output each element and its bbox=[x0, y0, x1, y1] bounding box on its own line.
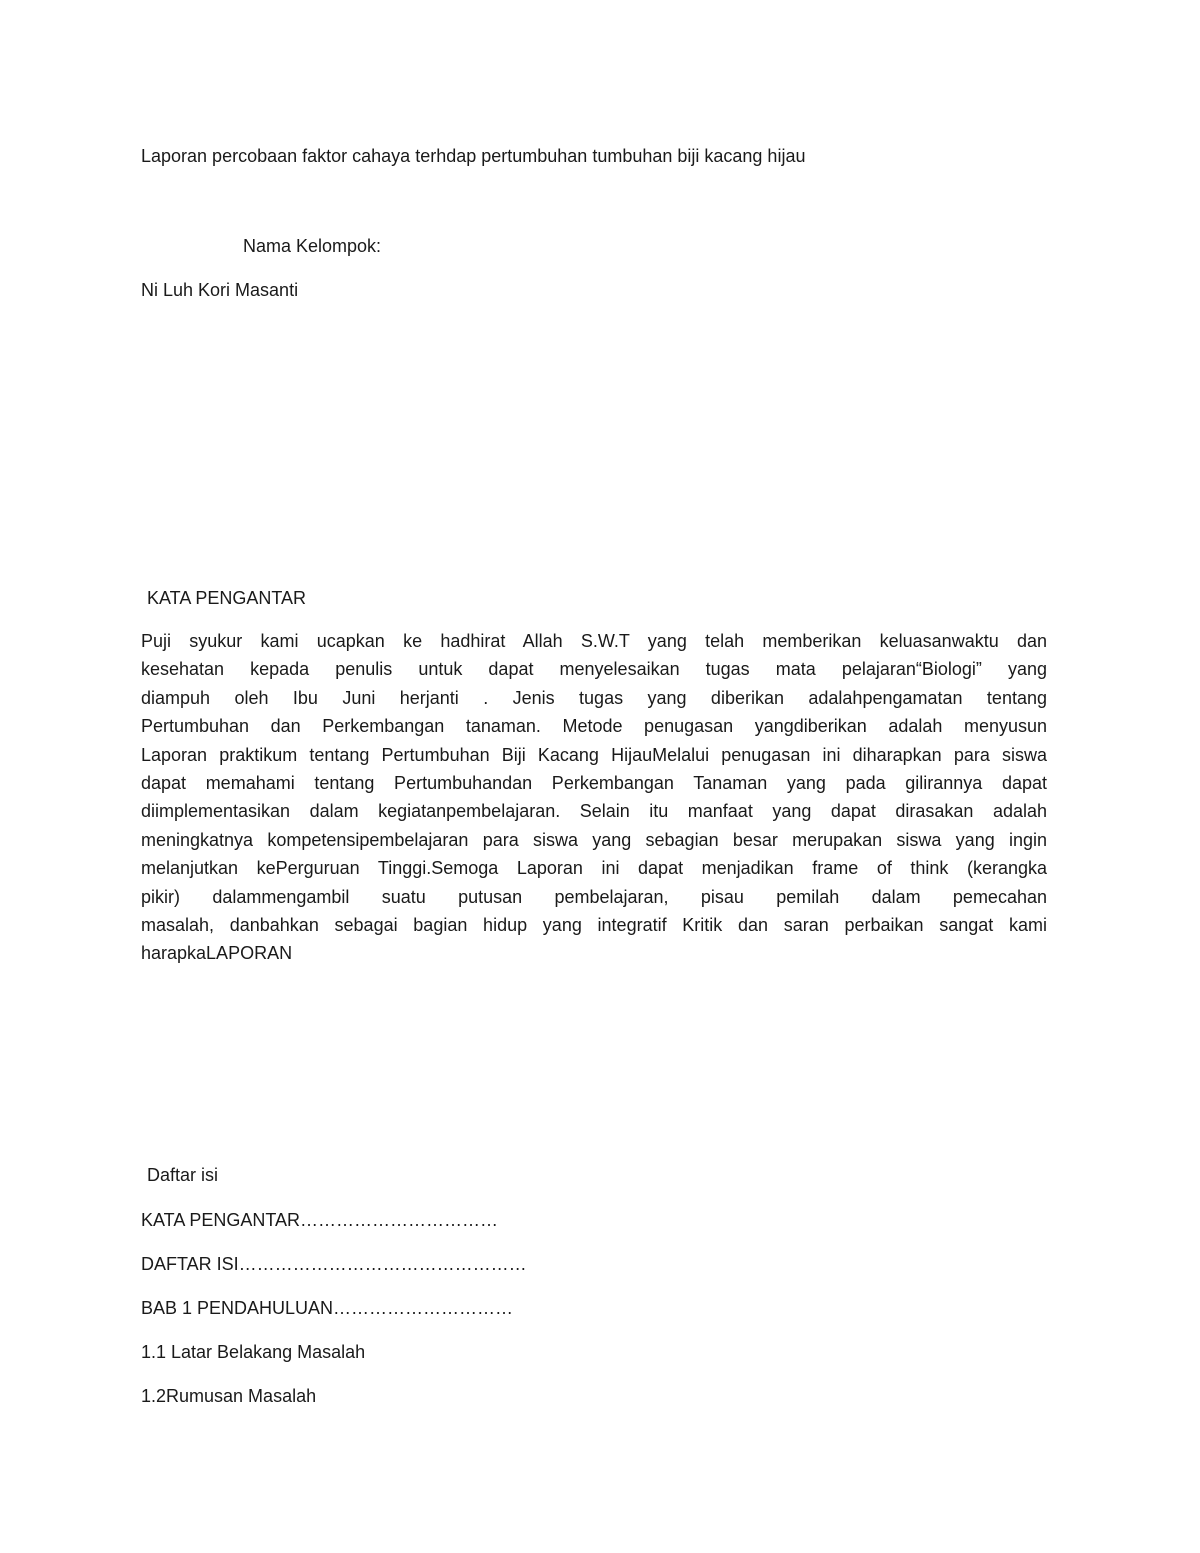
toc-heading: Daftar isi bbox=[147, 1165, 219, 1185]
toc-item-1-1: 1.1 Latar Belakang Masalah bbox=[141, 1342, 366, 1362]
toc-item-1-2: 1.2Rumusan Masalah bbox=[141, 1386, 317, 1406]
preface-line: kesehatan kepada penulis untuk dapat menyelesaikan tugas mata pelajaran“Biologi” yang bbox=[141, 659, 1047, 680]
preface-line: pikir) dalammengambil suatu putusan pembelajaran, pisau pemilah dalam pemecahan bbox=[141, 886, 1047, 907]
preface-line: melanjutkan kePerguruan Tinggi.Semoga Laporan ini dapat menjadikan frame of think (kerangka bbox=[141, 858, 1047, 879]
preface-line: dapat memahami tentang Pertumbuhandan Perkembangan Tanaman yang pada gilirannya dapat bbox=[141, 772, 1047, 793]
preface-line: Puji syukur kami ucapkan ke hadhirat Allah S.W.T yang telah memberikan keluasanwaktu dan bbox=[141, 631, 1047, 651]
preface-line: meningkatnya kompetensipembelajaran para siswa yang sebagian besar merupakan siswa yang ingin bbox=[141, 829, 1047, 850]
preface-line: masalah, danbahkan sebagai bagian hidup yang integratif Kritik dan saran perbaikan sangat kami bbox=[141, 914, 1047, 935]
preface-line: Laporan praktikum tentang Pertumbuhan Biji Kacang HijauMelalui penugasan ini diharapkan para siswa bbox=[141, 744, 1047, 765]
group-member: Ni Luh Kori Masanti bbox=[141, 280, 299, 300]
group-label: Nama Kelompok: bbox=[243, 236, 382, 256]
document-title: Laporan percobaan faktor cahaya terhdap pertumbuhan tumbuhan biji kacang hijau bbox=[141, 146, 806, 166]
preface-heading: KATA PENGANTAR bbox=[147, 588, 307, 608]
preface-line: harapkaLAPORAN bbox=[141, 943, 293, 964]
preface-line: diimplementasikan dalam kegiatanpembelajaran. Selain itu manfaat yang dapat dirasakan adalah bbox=[141, 801, 1047, 822]
preface-paragraph bbox=[141, 630, 1047, 971]
toc-item-bab-1: BAB 1 PENDAHULUAN………………………… bbox=[141, 1298, 514, 1318]
toc-item-kata-pengantar: KATA PENGANTAR…………………………… bbox=[141, 1210, 499, 1230]
toc-item-daftar-isi: DAFTAR ISI………………………………………… bbox=[141, 1254, 527, 1274]
preface-line: Pertumbuhan dan Perkembangan tanaman. Metode penugasan yangdiberikan adalah menyusun bbox=[141, 716, 1047, 737]
preface-line: diampuh oleh Ibu Juni herjanti . Jenis tugas yang diberikan adalahpengamatan tentang bbox=[141, 687, 1047, 708]
